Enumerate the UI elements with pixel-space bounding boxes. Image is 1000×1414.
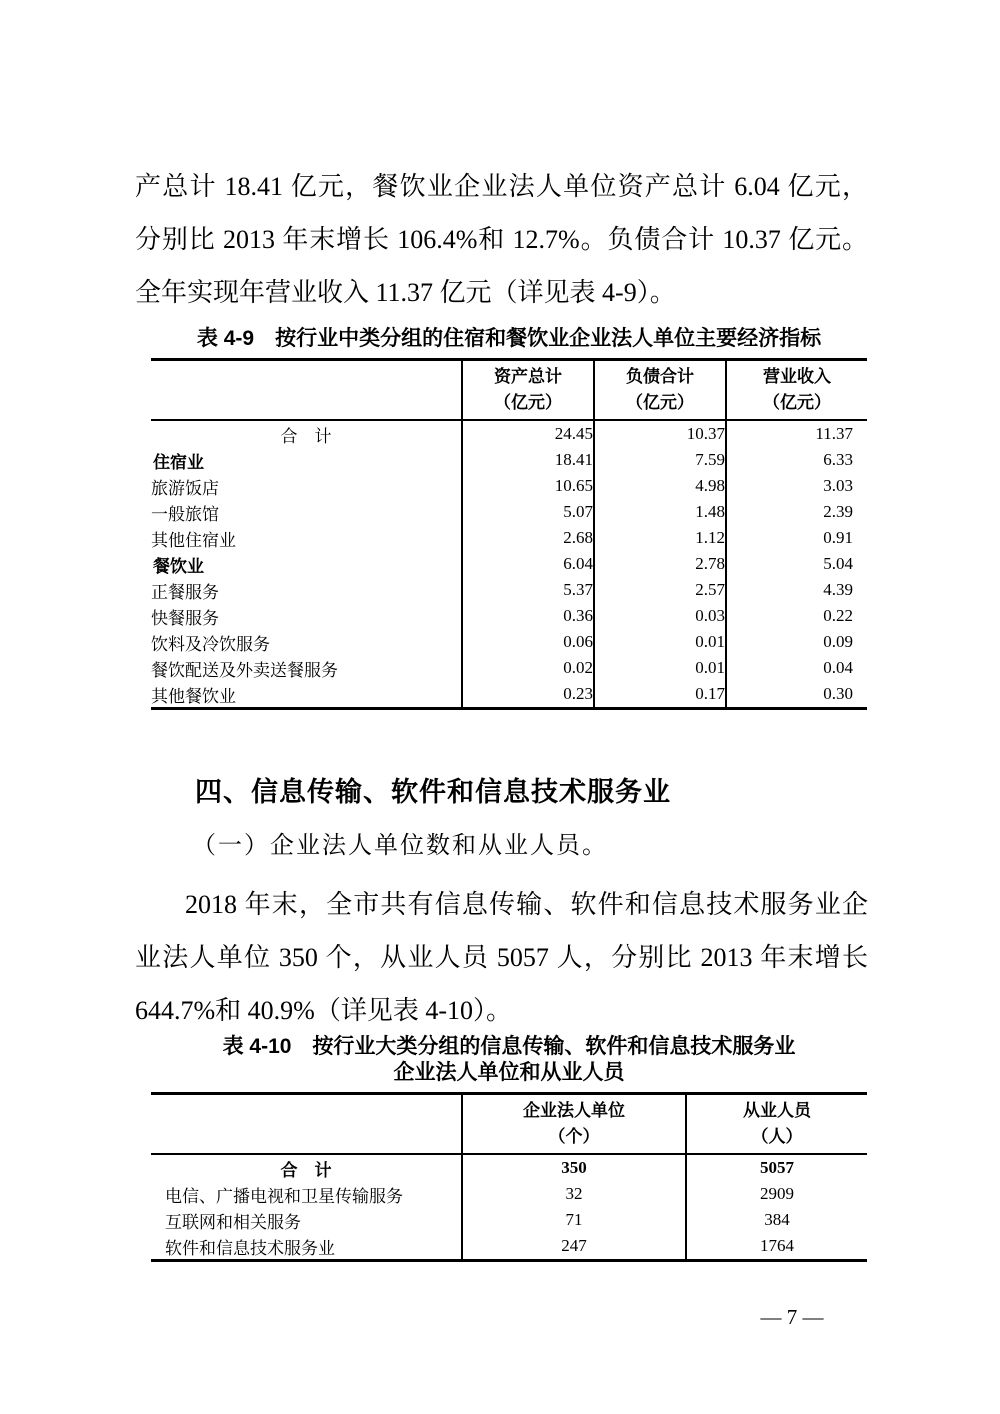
table-row	[151, 1233, 867, 1261]
cell-employees: 5057	[686, 1154, 867, 1181]
cell-revenue: 11.37	[726, 420, 867, 447]
header-unit: （亿元）	[626, 393, 694, 412]
table-4-9	[151, 358, 867, 710]
paragraph-line: 644.7%和 40.9%（详见表 4-10）。	[135, 996, 512, 1025]
header-text: 从业人员	[743, 1101, 811, 1120]
header-assets	[462, 360, 594, 421]
header-empty	[151, 1094, 462, 1155]
table-4-10-section	[151, 1034, 867, 1262]
paragraph-line: 分别比 2013 年末增长 106.4%和 12.7%。负债合计 10.37 亿元。	[135, 225, 868, 254]
table-row	[151, 577, 867, 603]
cell-revenue: 5.04	[726, 551, 867, 577]
header-liabilities	[594, 360, 726, 421]
row-label: 一般旅馆	[151, 504, 219, 524]
table-4-9-title: 表 4-9 按行业中类分组的住宿和餐饮业企业法人单位主要经济指标	[196, 327, 822, 350]
row-label: 软件和信息技术服务业	[165, 1238, 335, 1258]
cell-assets: 0.36	[462, 603, 594, 629]
cell-revenue: 0.30	[726, 681, 867, 709]
cell-revenue: 0.22	[726, 603, 867, 629]
cell-assets: 5.37	[462, 577, 594, 603]
section-subheading: （一）企业法人单位数和从业人员。	[192, 833, 608, 859]
row-label: 住宿业	[153, 452, 204, 472]
table-row	[151, 1181, 867, 1207]
header-employees	[686, 1094, 867, 1155]
cell-liabilities: 0.03	[594, 603, 726, 629]
table-row	[151, 1154, 867, 1181]
cell-assets: 2.68	[462, 525, 594, 551]
row-label: 互联网和相关服务	[165, 1212, 301, 1232]
table-4-10-title-line2: 企业法人单位和从业人员	[393, 1061, 625, 1084]
row-label: 合 计	[280, 1160, 332, 1180]
row-label: 餐饮配送及外卖送餐服务	[151, 660, 338, 680]
header-revenue	[726, 360, 867, 421]
cell-employees: 1764	[686, 1233, 867, 1261]
cell-assets: 0.06	[462, 629, 594, 655]
cell-assets: 0.23	[462, 681, 594, 709]
cell-liabilities: 4.98	[594, 473, 726, 499]
header-text: 企业法人单位	[523, 1101, 625, 1120]
table-row	[151, 629, 867, 655]
header-unit: （人）	[751, 1127, 803, 1146]
cell-liabilities: 10.37	[594, 420, 726, 447]
header-text: 资产总计	[494, 367, 562, 386]
section-paragraph	[135, 878, 868, 1037]
header-unit: （亿元）	[763, 393, 831, 412]
table-4-10	[151, 1092, 867, 1262]
table-4-10-title-line1: 表 4-10 按行业大类分组的信息传输、软件和信息技术服务业	[222, 1035, 796, 1058]
cell-assets: 10.65	[462, 473, 594, 499]
cell-legal-units: 32	[462, 1181, 686, 1207]
row-label: 电信、广播电视和卫星传输服务	[165, 1186, 403, 1206]
cell-liabilities: 1.12	[594, 525, 726, 551]
row-label: 其他住宿业	[151, 530, 236, 550]
table-row	[151, 420, 867, 447]
cell-liabilities: 2.57	[594, 577, 726, 603]
cell-assets: 24.45	[462, 420, 594, 447]
row-label: 餐饮业	[153, 556, 204, 576]
cell-revenue: 2.39	[726, 499, 867, 525]
cell-legal-units: 247	[462, 1233, 686, 1261]
table-row	[151, 499, 867, 525]
paragraph-line: 全年实现年营业收入 11.37 亿元（详见表 4-9）。	[135, 278, 676, 307]
cell-revenue: 0.91	[726, 525, 867, 551]
cell-assets: 18.41	[462, 447, 594, 473]
cell-revenue: 0.09	[726, 629, 867, 655]
table-row	[151, 551, 867, 577]
row-label: 饮料及冷饮服务	[151, 634, 270, 654]
table-row	[151, 473, 867, 499]
header-text: 营业收入	[763, 367, 831, 386]
table-row	[151, 447, 867, 473]
cell-revenue: 0.04	[726, 655, 867, 681]
table-row	[151, 681, 867, 709]
paragraph-top	[135, 160, 868, 319]
cell-employees: 2909	[686, 1181, 867, 1207]
header-legal-units	[462, 1094, 686, 1155]
cell-revenue: 6.33	[726, 447, 867, 473]
cell-liabilities: 1.48	[594, 499, 726, 525]
row-label: 快餐服务	[151, 608, 219, 628]
paragraph-line: 业法人单位 350 个，从业人员 5057 人，分别比 2013 年末增长	[135, 943, 868, 972]
cell-liabilities: 0.01	[594, 629, 726, 655]
cell-assets: 5.07	[462, 499, 594, 525]
page-number: — 7 —	[760, 1305, 824, 1329]
header-unit: （个）	[548, 1127, 600, 1146]
table-row	[151, 525, 867, 551]
table-4-10-header-row	[151, 1094, 867, 1155]
cell-liabilities: 0.17	[594, 681, 726, 709]
table-4-9-section	[151, 326, 867, 710]
table-row	[151, 1207, 867, 1233]
header-empty	[151, 360, 462, 421]
header-unit: （亿元）	[494, 393, 562, 412]
table-row	[151, 655, 867, 681]
cell-assets: 0.02	[462, 655, 594, 681]
cell-revenue: 3.03	[726, 473, 867, 499]
row-label: 合 计	[280, 426, 332, 446]
row-label: 其他餐饮业	[151, 686, 236, 706]
paragraph-line: 2018 年末，全市共有信息传输、软件和信息技术服务业企	[185, 890, 868, 919]
row-label: 正餐服务	[151, 582, 219, 602]
paragraph-line: 产总计 18.41 亿元，餐饮业企业法人单位资产总计 6.04 亿元，	[135, 172, 868, 201]
table-row	[151, 603, 867, 629]
cell-legal-units: 71	[462, 1207, 686, 1233]
section-heading: 四、信息传输、软件和信息技术服务业	[195, 777, 671, 807]
table-4-9-header-row	[151, 360, 867, 421]
cell-assets: 6.04	[462, 551, 594, 577]
cell-employees: 384	[686, 1207, 867, 1233]
row-label: 旅游饭店	[151, 478, 219, 498]
header-text: 负债合计	[626, 367, 694, 386]
cell-revenue: 4.39	[726, 577, 867, 603]
cell-liabilities: 0.01	[594, 655, 726, 681]
cell-legal-units: 350	[462, 1154, 686, 1181]
cell-liabilities: 7.59	[594, 447, 726, 473]
cell-liabilities: 2.78	[594, 551, 726, 577]
